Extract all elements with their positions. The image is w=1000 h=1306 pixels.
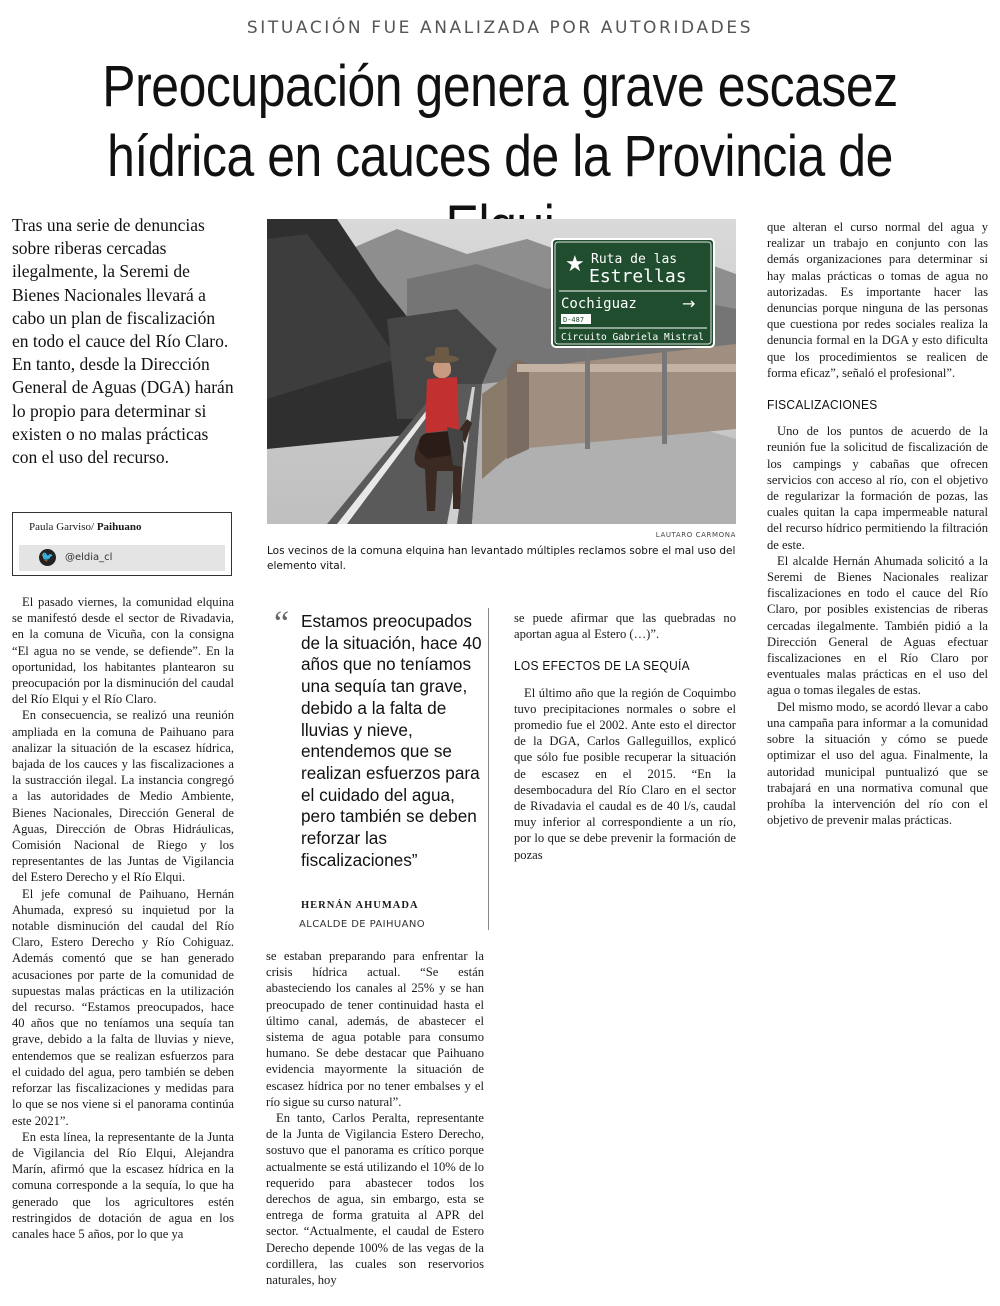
col4-paragraph: El alcalde Hernán Ahumada solicitó a la Seremi de Bienes Nacionales realizar fiscalizaciones en todo el cauce del Río Claro, por posibles existencias de riberas cercadas ilegalmente. También pidió a la Dirección General de Aguas efectuar fiscalizaciones en el Río Claro por eventuales malas prácticas en el uso del agua o tomas ilegales de estas.	[767, 553, 988, 698]
column-1	[12, 594, 234, 1242]
col4-intro: que alteran el curso normal del agua y realizar un trabajo en conjunto con las demás organizaciones para determinar si hay malas prácticas o tomas de agua no autorizadas. Es importante hacer las denuncias porque ninguna de las personas que cuestiona por redes sociales realiza la denuncia formal en la DGA y esto dificulta que los procedimientos se realicen de forma eficaz”, señaló el profesional”.	[767, 220, 988, 380]
article-photo	[267, 219, 736, 524]
col2-paragraph: En tanto, Carlos Peralta, representante de la Junta de Vigilancia Estero Derecho, sostuvo que el panorama es crítico porque actualmente se está utilizando el 10% de lo requerido para abastecer todos los derechos de agua, sin embargo, esta se entrega de forma gratuita al APR del sector. “Actualmente, el caudal de Estero Derecho depende 100% de las vegas de la cordillera, las cuales son reservorios naturales, hoy	[266, 1111, 484, 1288]
sign-line-2: Estrellas	[589, 266, 687, 287]
photo-illustration	[267, 219, 736, 524]
col1-paragraph: El pasado viernes, la comunidad elquina se manifestó desde el sector de Rivadavia, en la comuna de Vicuña, con la consigna “El agua no se vende, se defiende”. En la oportunidad, los habitantes plantearon su preocupación por la disminución del caudal del Río Elqui y el Río Claro.	[12, 595, 234, 707]
headline-line-2: hídrica en cauces de la Provincia de	[107, 124, 893, 189]
col2-paragraph: se estaban preparando para enfrentar la crisis hídrica actual. “Se están abasteciendo los canales al 25% y se han preocupado de tener continuidad hasta el último canal, además, de abastecer el sistema de agua potable para consumo humano. Se debe destacar que Paihuano evidencia mayormente la situación de escasez hídrica por no tener embalses y el río sigue su curso natural”.	[266, 949, 484, 1109]
twitter-bird-icon: 🐦	[39, 549, 56, 566]
author-location: Paihuano	[96, 521, 142, 533]
lead-paragraph: Tras una serie de denuncias sobre riberas cercadas ilegalmente, la Seremi de Bienes Nacionales llevará a cabo un plan de fiscalización en todo el cauce del Río Claro. En tanto, desde la Dirección General de Aguas (DGA) harán lo propio para determinar si existen o no malas prácticas con el uso del recurso.	[12, 215, 234, 468]
subhead-efectos: LOS EFECTOS DE LA SEQUÍA	[514, 658, 690, 674]
quote-author: HERNÁN AHUMADA	[301, 900, 419, 911]
quote-author-role: ALCALDE DE PAIHUANO	[299, 919, 426, 930]
col1-paragraph: El jefe comunal de Paihuano, Hernán Ahumada, expresó su inquietud por la notable disminución del caudal del Río Claro, Estero Derecho y Río Cohiguaz. Además comentó que se han generado acusaciones por parte de la comunidad de supuestas malas prácticas en la utilización del recurso. “Estamos preocupados, hace 40 años que no teníamos una sequía tan grave, debido a la falta de lluvias y nieve, entendemos que se realizan esfuerzos para el cuidado del agua, pero también se deben reforzar las fiscalizaciones y medidas para lo que se nos viene si el panorama continúa este 2021”.	[12, 886, 234, 1128]
pull-quote	[270, 605, 489, 930]
twitter-handle[interactable]: @eldia_cl	[65, 552, 113, 563]
column-4	[767, 219, 988, 828]
photo-credit: LAUTARO CARMONA	[655, 531, 736, 539]
sign-line-1: Ruta de las	[591, 252, 678, 267]
col4-paragraph: Uno de los puntos de acuerdo de la reunión fue la solicitud de fiscalización de los campings y cabañas que ofrecen servicios con acceso al río, con el objetivo de regularizar la formación de pozas, las cuales quitan la capa impermeable natural del recurso hídrico permitiendo la filtración de este.	[767, 424, 988, 552]
col3-paragraph: El último año que la región de Coquimbo tuvo precipitaciones normales o sobre el promedio fue el 2002. Ante esto el director de la DGA, Carlos Galleguillos, explicó que sólo fue posible recuperar la situación de escasez en el 2015. “En la desembocadura del Río Claro en el sector de Rivadavia el caudal es de 40 l/s, caudal muy inferior al correspondiente a un río, por lo que se debe prevenir la formación de pozas	[514, 685, 736, 862]
photo-caption: Los vecinos de la comuna elquina han levantado múltiples reclamos sobre el mal uso del elemento vital.	[267, 545, 736, 572]
kicker: SITUACIÓN FUE ANALIZADA POR AUTORIDADES	[246, 18, 754, 38]
sign-destination: Cochiguaz	[561, 296, 637, 312]
col1-paragraph: En esta línea, la representante de la Junta de Vigilancia del Río Elqui, Alejandra Marín, afirmó que la escasez hídrica en la comuna corresponde a la sequía, lo que ha generado que los agricultores estén restringidos de dotación de agua en los canales hace 5 años, por lo que ya	[12, 1129, 234, 1241]
column-2	[266, 948, 484, 1288]
sign-circuit: Circuito Gabriela Mistral	[561, 332, 704, 343]
subhead-fiscalizaciones: FISCALIZACIONES	[767, 397, 878, 413]
quote-text: Estamos preocupados de la situación, hace 40 años que no teníamos una sequía tan grave, debido a la falta de lluvias y nieve, entendemos que se realizan esfuerzos para el cuidado del agua, pero también se deben reforzar las fiscalizaciones”	[301, 611, 482, 870]
byline-box	[12, 512, 232, 576]
sign-star-icon: ★	[565, 252, 585, 277]
headline-line-1: Preocupación genera grave escasez	[102, 54, 898, 119]
sign-route: D-487	[563, 316, 585, 324]
social-bar	[19, 545, 225, 571]
author-name: Paula Garviso/	[29, 521, 95, 533]
column-3	[514, 610, 736, 863]
byline-author	[29, 521, 141, 533]
col4-paragraph: Del mismo modo, se acordó llevar a cabo una campaña para informar a la comunidad sobre la situación y cómo se puede optimizar el uso del agua. Finalmente, la autoridad municipal puntualizó que se trabajará en una normativa comunal que prohíba la intervención del río con el objetivo de prevenir malas prácticas.	[767, 699, 988, 828]
quote-mark-icon: “	[274, 605, 290, 642]
sign-arrow-icon: →	[682, 294, 696, 313]
col3-intro: se puede afirmar que las quebradas no aportan agua al Estero (…)”.	[514, 611, 736, 642]
col1-paragraph: En consecuencia, se realizó una reunión ampliada en la comuna de Paihuano para analizar la situación de la escasez hídrica, bajada de los cauces y las fiscalizaciones a la sustracción ilegal. La instancia congregó a las autoridades de Medio Ambiente, Bienes Nacionales, Dirección General de Aguas, Dirección de Obras Hidráulicas, Comisión Nacional de Riego y los representantes de las Juntas de Vigilancia del Estero Derecho y el Río Elqui.	[12, 708, 234, 885]
